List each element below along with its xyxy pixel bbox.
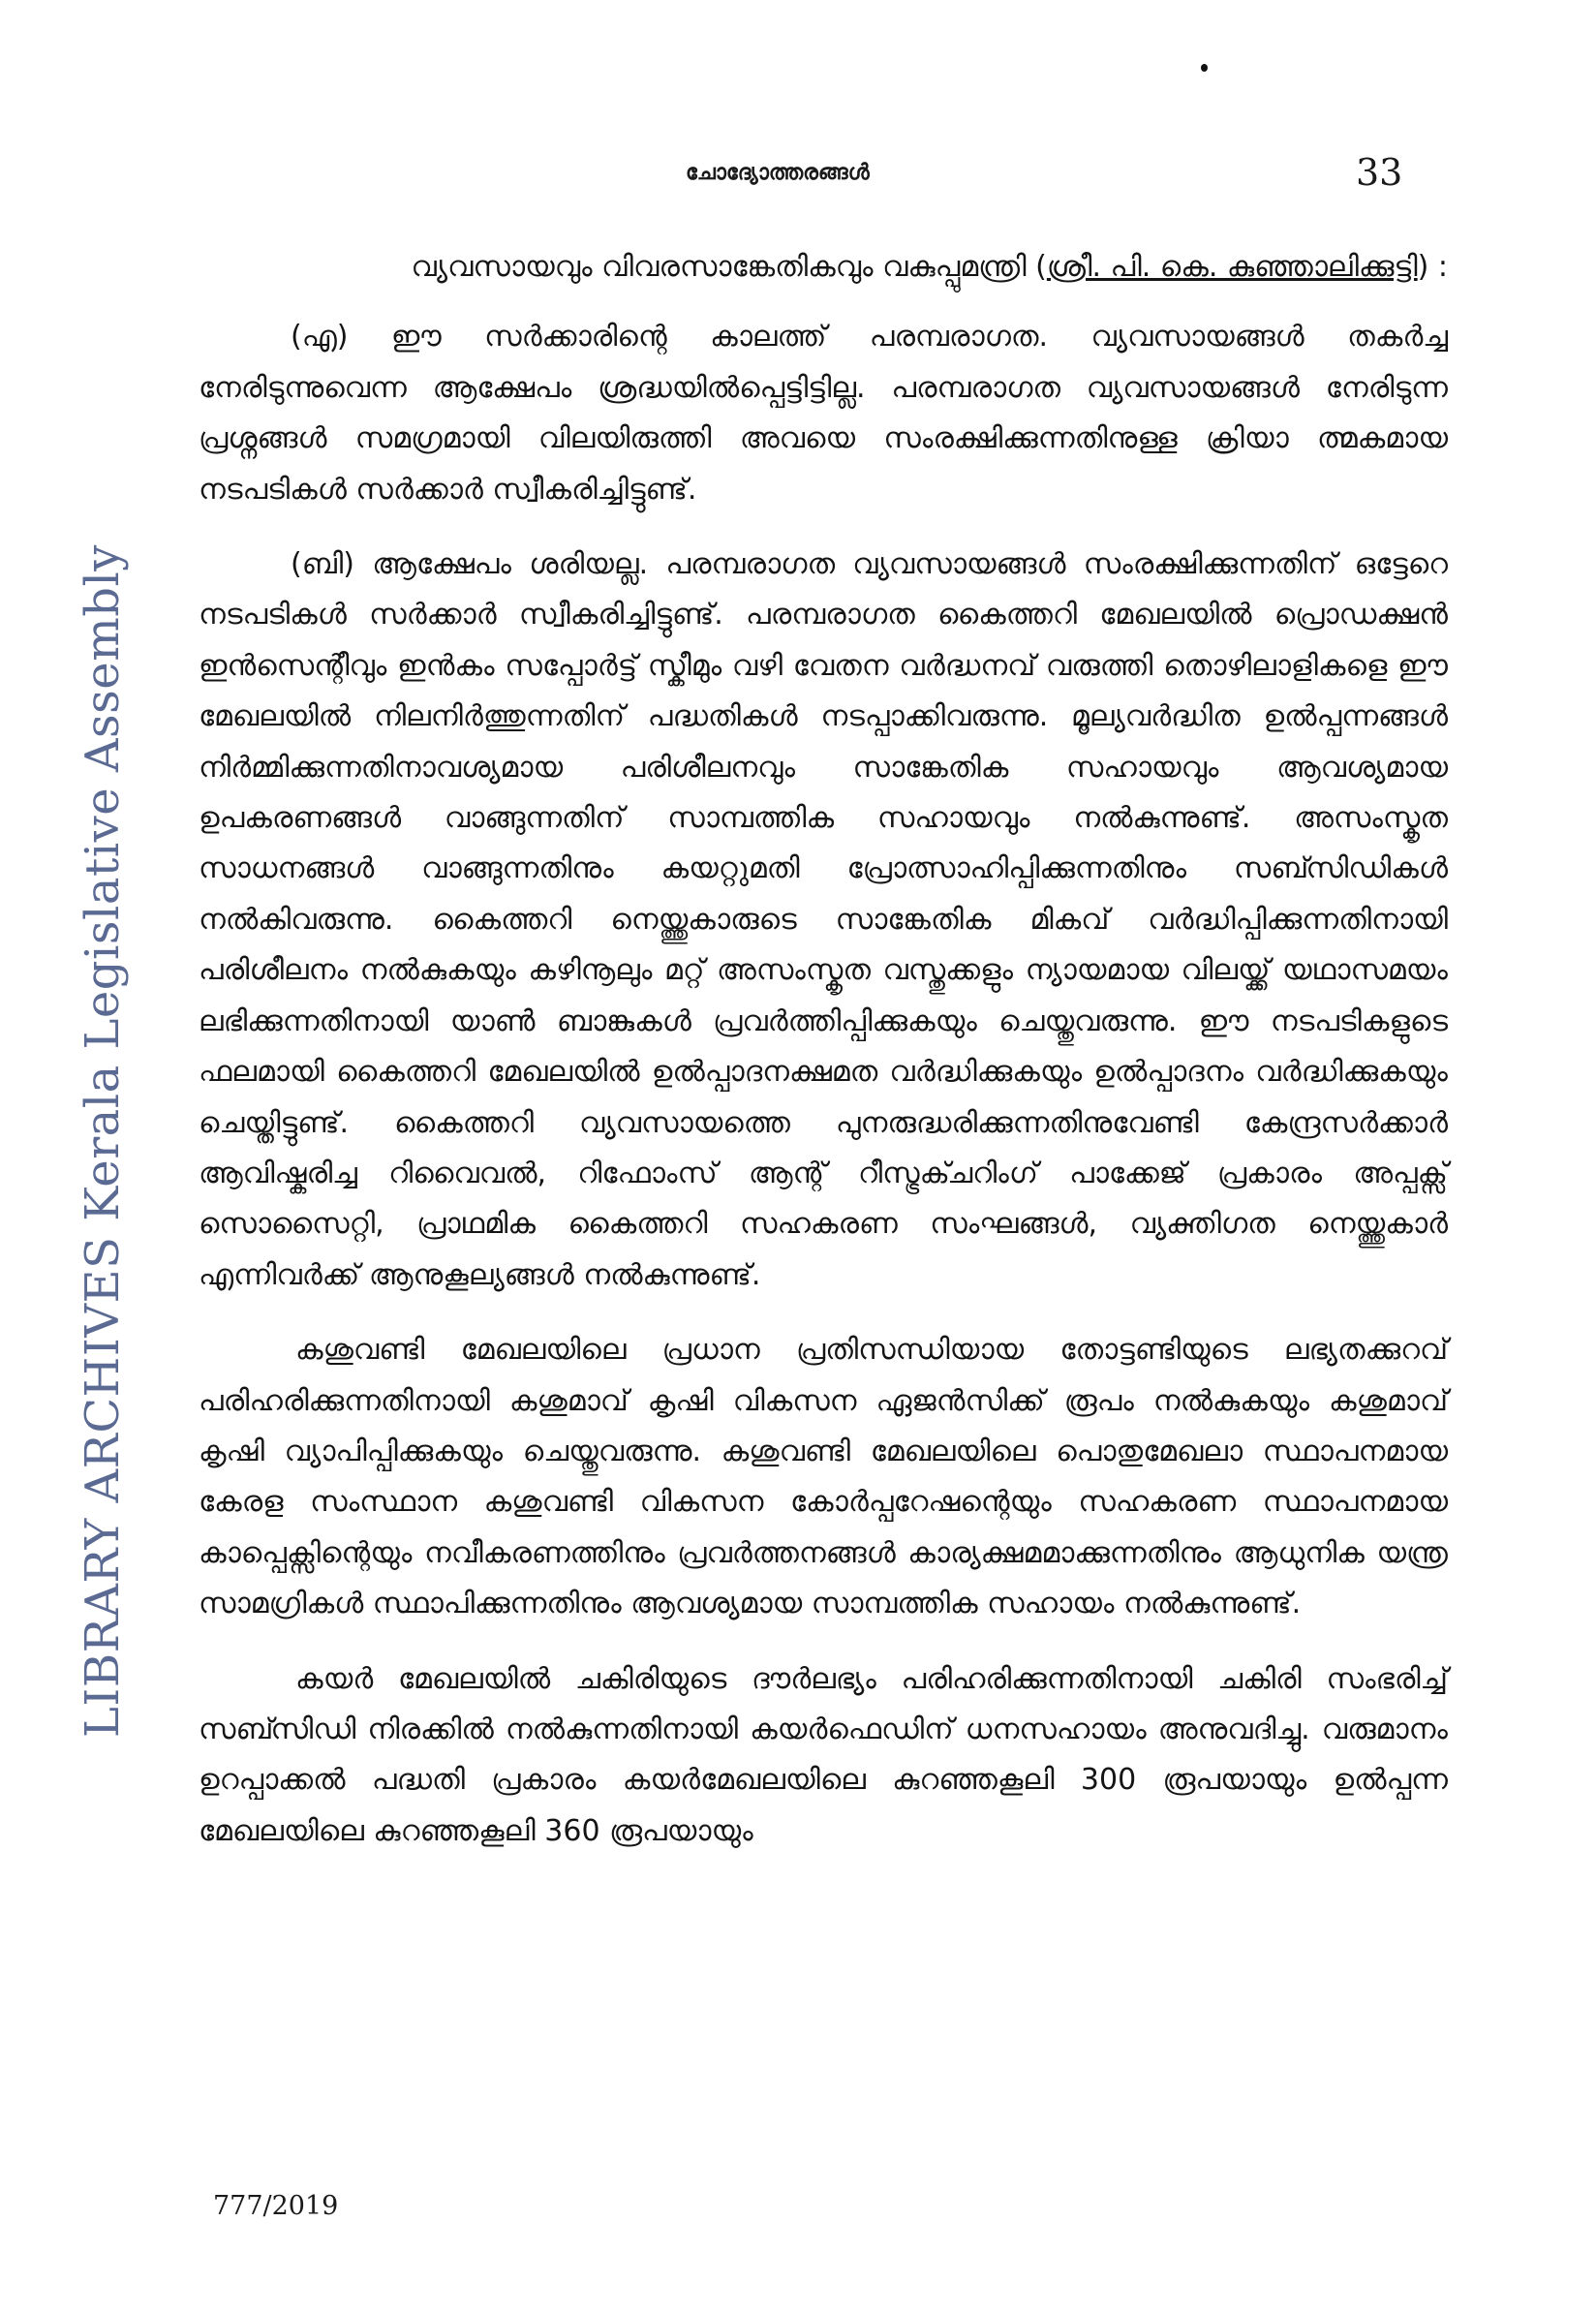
minister-name: ശ്രീ. പി. കെ. കുഞ്ഞാലിക്കുട്ടി: [1046, 250, 1418, 284]
coir-paragraph: കയർ മേഖലയിൽ ചകിരിയുടെ ദൗർലഭ്യം പരിഹരിക്കുന്നതിനായി ചകിരി സംഭരിച്ച് സബ്സിഡി നിരക്കിൽ നൽകുന്നതിനായി കയർഫെഡിന് ധനസഹായം അനുവദിച്ചു. വരുമാനം ഉറപ്പാക്കൽ പദ്ധതി പ്രകാരം കയർമേഖലയിലെ കുറഞ്ഞകൂലി 300 രൂപയായും ഉൽപ്പന്ന മേഖലയിലെ കുറഞ്ഞകൂലി 360 രൂപയായും: [199, 1661, 1448, 1848]
archive-watermark: LIBRARY ARCHIVES Kerala Legislative Assembly: [76, 544, 130, 1738]
answer-paragraph-b: (ബി) ആക്ഷേപം ശരിയല്ല. പരമ്പരാഗത വ്യവസായങ്ങൾ സംരക്ഷിക്കുന്നതിന് ഒട്ടേറെ നടപടികൾ സർക്കാർ സ്വീകരിച്ചിട്ടുണ്ട്. പരമ്പരാഗത കൈത്തറി മേഖലയിൽ പ്രൊഡക്ഷൻ ഇൻസെന്റീവും ഇൻകം സപ്പോർട്ട് സ്കീമും വഴി വേതന വർദ്ധനവ് വരുത്തി തൊഴിലാളികളെ ഈ മേഖലയിൽ നിലനിർത്തുന്നതിന് പദ്ധതികൾ നടപ്പാക്കിവരുന്നു. മൂല്യവർദ്ധിത ഉൽപ്പന്നങ്ങൾ നിർമ്മിക്കുന്നതിനാവശ്യമായ പരിശീലനവും സാങ്കേതിക സഹായവും ആവശ്യമായ ഉപകരണങ്ങൾ വാങ്ങുന്നതിന് സാമ്പത്തിക സഹായവും നൽകുന്നുണ്ട്. അസംസ്കൃത സാധനങ്ങൾ വാങ്ങുന്നതിനും കയറ്റുമതി പ്രോത്സാഹിപ്പിക്കുന്നതിനും സബ്സിഡികൾ നൽകിവരുന്നു. കൈത്തറി നെയ്ത്തുകാരുടെ സാങ്കേതിക മികവ് വർദ്ധിപ്പിക്കുന്നതിനായി പരിശീലനം നൽകുകയും കഴിനൂലും മറ്റ് അസംസ്കൃത വസ്തുക്കളും ന്യായമായ വിലയ്ക്ക് യഥാസമയം ലഭിക്കുന്നതിനായി യാൺ ബാങ്കുകൾ പ്രവർത്തിപ്പിക്കുകയും ചെയ്തുവരുന്നു. ഈ നടപടികളുടെ ഫലമായി കൈത്തറി മേഖലയിൽ ഉൽപ്പാദനക്ഷമത വർദ്ധിക്കുകയും ഉൽപ്പാദനം വർദ്ധിക്കുകയും ചെയ്തിട്ടുണ്ട്. കൈത്തറി വ്യവസായത്തെ പുനരുദ്ധരിക്കുന്നതിനുവേണ്ടി കേന്ദ്രസർക്കാർ ആവിഷ്കരിച്ച റിവൈവൽ, റിഫോംസ് ആന്റ് റീസ്ട്രക്ചറിംഗ് പാക്കേജ് പ്രകാരം അപ്പക്സ് സൊസൈറ്റി, പ്രാഥമിക കൈത്തറി സഹകരണ സംഘങ്ങൾ, വ്യക്തിഗത നെയ്ത്തുകാർ എന്നിവർക്ക് ആനുകൂല്യങ്ങൾ നൽകുന്നുണ്ട്.: [199, 547, 1448, 1292]
speaker-suffix: ) :: [1417, 250, 1448, 284]
ink-speck: [1201, 64, 1208, 72]
cashew-paragraph: കശുവണ്ടി മേഖലയിലെ പ്രധാന പ്രതിസന്ധിയായ തോട്ടണ്ടിയുടെ ലഭ്യതക്കുറവ് പരിഹരിക്കുന്നതിനായി കശുമാവ് കൃഷി വികസന ഏജൻസിക്ക് രൂപം നൽകുകയും കശുമാവ് കൃഷി വ്യാപിപ്പിക്കുകയും ചെയ്തുവരുന്നു. കശുവണ്ടി മേഖലയിലെ പൊതുമേഖലാ സ്ഥാപനമായ കേരള സംസ്ഥാന കശുവണ്ടി വികസന കോർപ്പറേഷന്റെയും സഹകരണ സ്ഥാപനമായ കാപ്പെക്സിന്റെയും നവീകരണത്തിനും പ്രവർത്തനങ്ങൾ കാര്യക്ഷമമാക്കുന്നതിനും ആധുനിക യന്ത്ര സാമഗ്രികൾ സ്ഥാപിക്കുന്നതിനും ആവശ്യമായ സാമ്പത്തിക സഹായം നൽകുന്നുണ്ട്.: [199, 1333, 1448, 1621]
answer-body: [199, 242, 1448, 1857]
running-title: ചോദ്യോത്തരങ്ങൾ: [686, 161, 870, 185]
answer-paragraph-a: (എ) ഈ സർക്കാരിന്റെ കാലത്ത് പരമ്പരാഗത. വ്യവസായങ്ങൾ തകർച്ച നേരിടുന്നുവെന്ന ആക്ഷേപം ശ്രദ്ധയിൽപ്പെട്ടിട്ടില്ല. പരമ്പരാഗത വ്യവസായങ്ങൾ നേരിടുന്ന പ്രശ്നങ്ങൾ സമഗ്രമായി വിലയിരുത്തി അവയെ സംരക്ഷിക്കുന്നതിനുള്ള ക്രിയാ ത്മകമായ നടപടികൾ സർക്കാർ സ്വീകരിച്ചിട്ടുണ്ട്.: [199, 320, 1448, 507]
document-code: 777/2019: [213, 2191, 339, 2221]
speaker-label: വ്യവസായവും വിവരസാങ്കേതികവും വകുപ്പുമന്ത്രി (: [411, 250, 1047, 284]
speaker-line: [199, 242, 1448, 293]
page-number: 33: [1356, 151, 1403, 194]
